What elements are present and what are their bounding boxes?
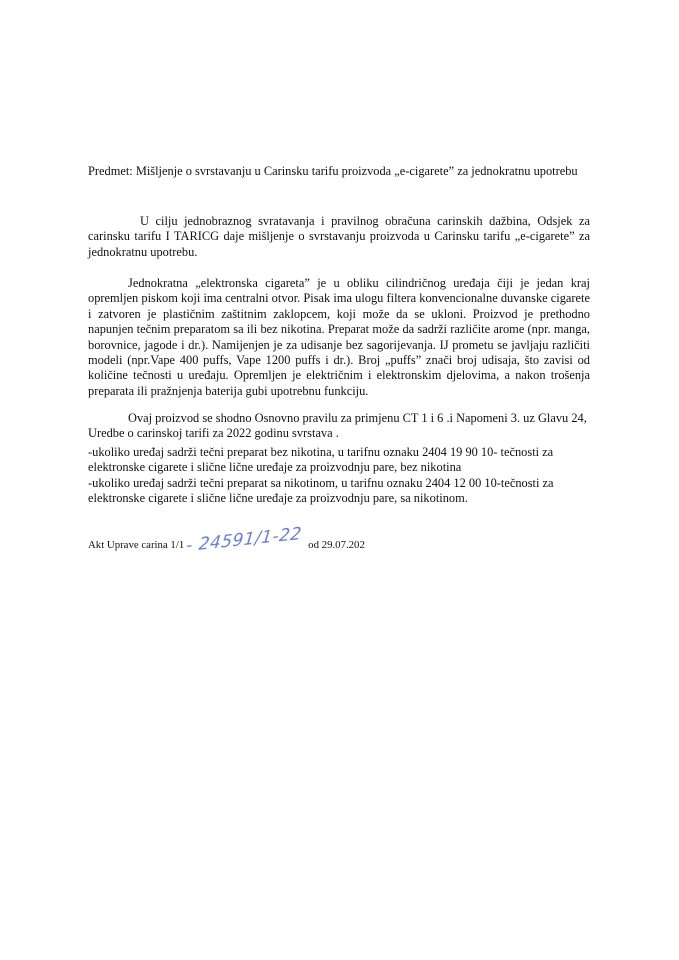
classification-item-without-nicotine: -ukoliko uređaj sadrži tečni preparat bez nikotina, u tarifnu oznaku 2404 19 90 10- tečnosti za elektronske cigarete i slične lične uređaje za proizvodnju pare, bez nikotina <box>88 445 554 475</box>
act-reference-prefix: Akt Uprave carina 1/1 <box>88 539 185 551</box>
product-description-paragraph: Jednokratna „elektronska cigareta” je u obliku cilindričnog uređaja čiji je jedan kraj opremljen piskom koji ima centralni otvor. Pisak ima ulogu filtera konvencionalne duvanske cigarete i zatvoren je plastičnim zaštitnim zaklopcem, koji može da se ukloni. Proizvod je prethodno napunjen tečnim preparatom sa ili bez nikotina. Preparat može da sadrži različite arome (npr. manga, borovnice, jagode i dr.). Namijenjen je za udisanje bez sagorijevanja. IJ prometu se javljaju različiti modeli (npr.Vape 400 puffs, Vape 1200 puffs i dr.). Broj „puffs” znači broj udisaja, što zavisi od količine tečnosti u uređaju. Opremljen je električnim i elektronskim djelovima, a nakon trošenja preparata ili pražnjenja baterija gubi upotrebnu funkciju. <box>88 276 590 398</box>
handwritten-act-number: - 24591/1-22 <box>185 523 303 557</box>
act-reference <box>88 523 365 557</box>
intro-paragraph: U cilju jednobraznog svratavanja i pravilnog obračuna carinskih dažbina, Odsjek za carinsku tarifu I TARICG daje mišljenje o svrstavanju proizvoda u Carinsku tarifu „e-cigarete” za jednokratnu upotrebu. <box>88 214 590 259</box>
classification-item-with-nicotine: -ukoliko uređaj sadrži tečni preparat sa nikotinom, u tarifnu oznaku 2404 12 00 10-tečnosti za elektronske cigarete i slične lične uređaje za proizvodnju pare, sa nikotinom. <box>88 476 554 506</box>
subject-line: Predmet: Mišljenje o svrstavanju u Carinsku tarifu proizvoda „e-cigarete” za jednokratnu upotrebu <box>88 164 578 178</box>
classification-paragraph: Ovaj proizvod se shodno Osnovno pravilu za primjenu CT 1 i 6 .i Napomeni 3. uz Glavu 24, Uredbe o carinskoj tarifi za 2022 godinu svrstava . <box>88 411 587 441</box>
act-reference-date: od 29.07.202 <box>308 539 365 551</box>
